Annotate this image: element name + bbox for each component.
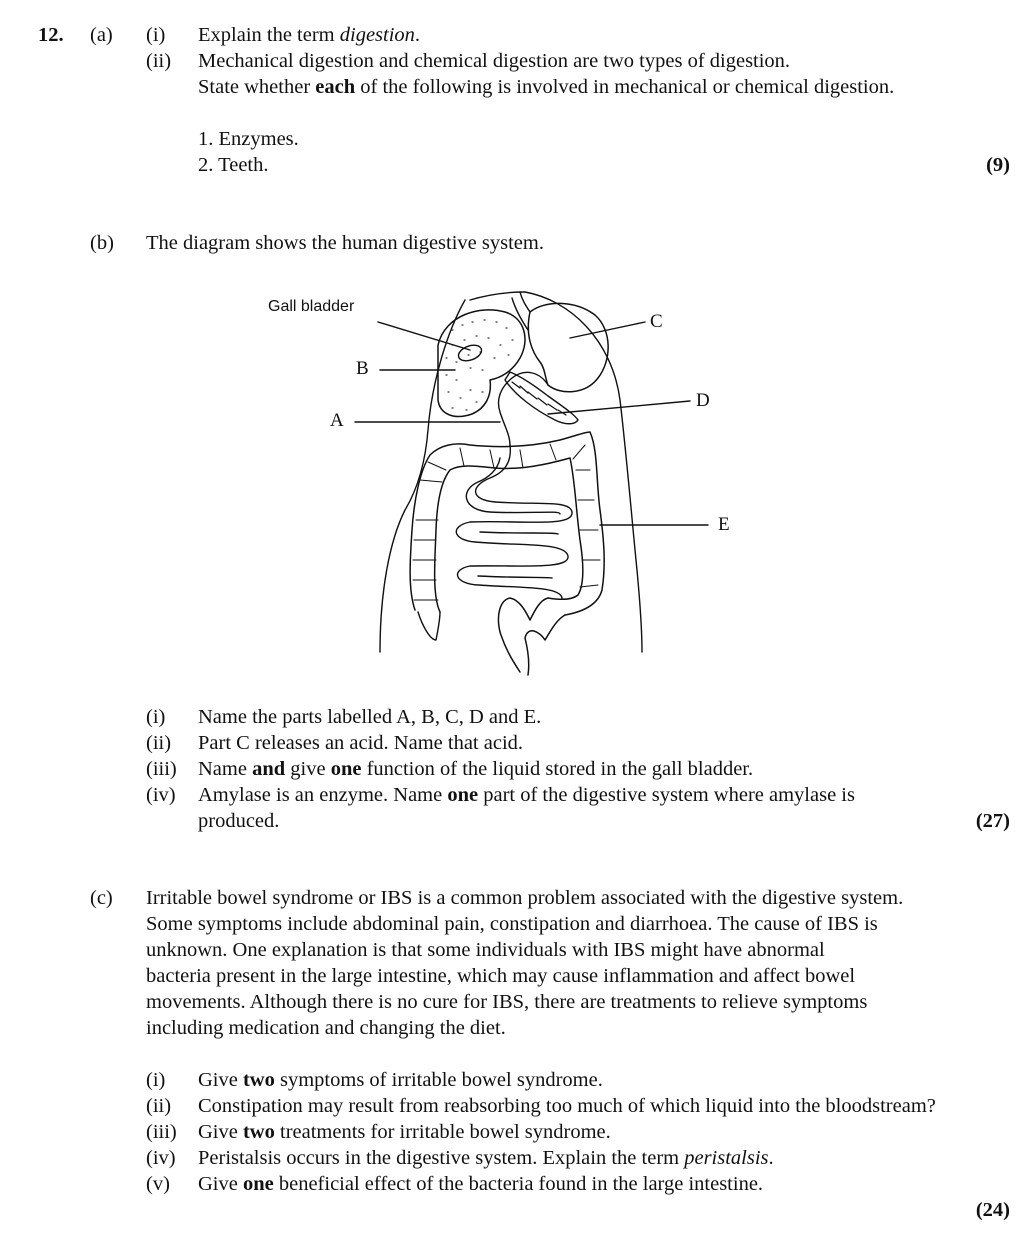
rectum [498, 598, 565, 675]
part-a-label: (a) [90, 24, 113, 46]
a-ii-line2: State whether each of the following is involved in mechanical or chemical digestion. [198, 76, 895, 98]
c-i-text: Give two symptoms of irritable bowel syndrome. [198, 1069, 603, 1091]
label-A: A [330, 410, 344, 431]
c-paragraph-line: Some symptoms include abdominal pain, constipation and diarrhoea. The cause of IBS is [146, 913, 878, 935]
b-ii-text: Part C releases an acid. Name that acid. [198, 732, 524, 754]
b-intro: The diagram shows the human digestive system. [146, 232, 544, 254]
a-ii-item-2: 2. Teeth. [198, 154, 269, 176]
b-i-text: Name the parts labelled A, B, C, D and E. [198, 706, 542, 728]
c-v-number: (v) [146, 1173, 170, 1195]
b-iv-number: (iv) [146, 784, 176, 806]
c-paragraph-line: movements. Although there is no cure for IBS, there are treatments to relieve symptoms [146, 991, 868, 1013]
marks-c: (24) [975, 1199, 1010, 1221]
label-B: B [356, 358, 369, 379]
b-iii-text: Name and give one function of the liquid stored in the gall bladder. [198, 758, 754, 780]
c-paragraph-line: including medication and changing the diet. [146, 1017, 506, 1039]
part-c-label: (c) [90, 887, 113, 909]
a-ii-number: (ii) [146, 50, 172, 72]
a-ii-item-1: 1. Enzymes. [198, 128, 299, 150]
stomach [528, 303, 608, 391]
b-i-number: (i) [146, 706, 166, 728]
c-i-number: (i) [146, 1069, 166, 1091]
c-iv-text: Peristalsis occurs in the digestive system. Explain the term peristalsis. [198, 1147, 774, 1169]
gall-bladder-leader [378, 322, 470, 350]
label-gall-bladder: Gall bladder [268, 298, 355, 315]
c-paragraph-line: unknown. One explanation is that some individuals with IBS might have abnormal [146, 939, 825, 961]
label-E: E [718, 514, 730, 535]
large-intestine [410, 432, 604, 615]
marks-b: (27) [975, 810, 1010, 832]
a-i-text: Explain the term digestion. [198, 24, 421, 46]
c-iv-number: (iv) [146, 1147, 176, 1169]
c-iii-text: Give two treatments for irritable bowel syndrome. [198, 1121, 611, 1143]
body-outline-left [380, 300, 465, 652]
c-ii-text: Constipation may result from reabsorbing too much of which liquid into the bloodstream? [198, 1095, 936, 1117]
a-i-term: digestion [339, 24, 415, 46]
pancreas [505, 372, 578, 424]
b-iv-text: Amylase is an enzyme. Name one part of the digestive system where amylase is [198, 784, 855, 806]
part-b-label: (b) [90, 232, 114, 254]
c-paragraph-line: Irritable bowel syndrome or IBS is a common problem associated with the digestive system. [146, 887, 904, 909]
label-C: C [650, 311, 663, 332]
c-ii-number: (ii) [146, 1095, 172, 1117]
appendix [418, 612, 440, 640]
diaphragm [470, 292, 525, 300]
c-paragraph-line: bacteria present in the large intestine, which may cause inflammation and affect bowel [146, 965, 856, 987]
question-number: 12. [38, 24, 64, 46]
a-ii-line1: Mechanical digestion and chemical digestion are two types of digestion. [198, 50, 791, 72]
c-iv-term: peristalsis [684, 1147, 769, 1169]
pancreas-hatch [512, 382, 566, 415]
body-outline-right [525, 292, 642, 652]
liver [438, 310, 525, 417]
liver-stipple [446, 320, 513, 410]
b-iii-number: (iii) [146, 758, 177, 780]
a-i-number: (i) [146, 24, 166, 46]
label-D: D [696, 390, 710, 411]
gall-bladder [456, 342, 483, 363]
duodenum [499, 372, 549, 445]
b-ii-number: (ii) [146, 732, 172, 754]
c-iii-number: (iii) [146, 1121, 177, 1143]
d-leader [548, 401, 690, 414]
b-iv-text-line2: produced. [198, 810, 280, 832]
marks-a: (9) [986, 154, 1010, 176]
c-v-text: Give one beneficial effect of the bacteria found in the large intestine. [198, 1173, 764, 1195]
